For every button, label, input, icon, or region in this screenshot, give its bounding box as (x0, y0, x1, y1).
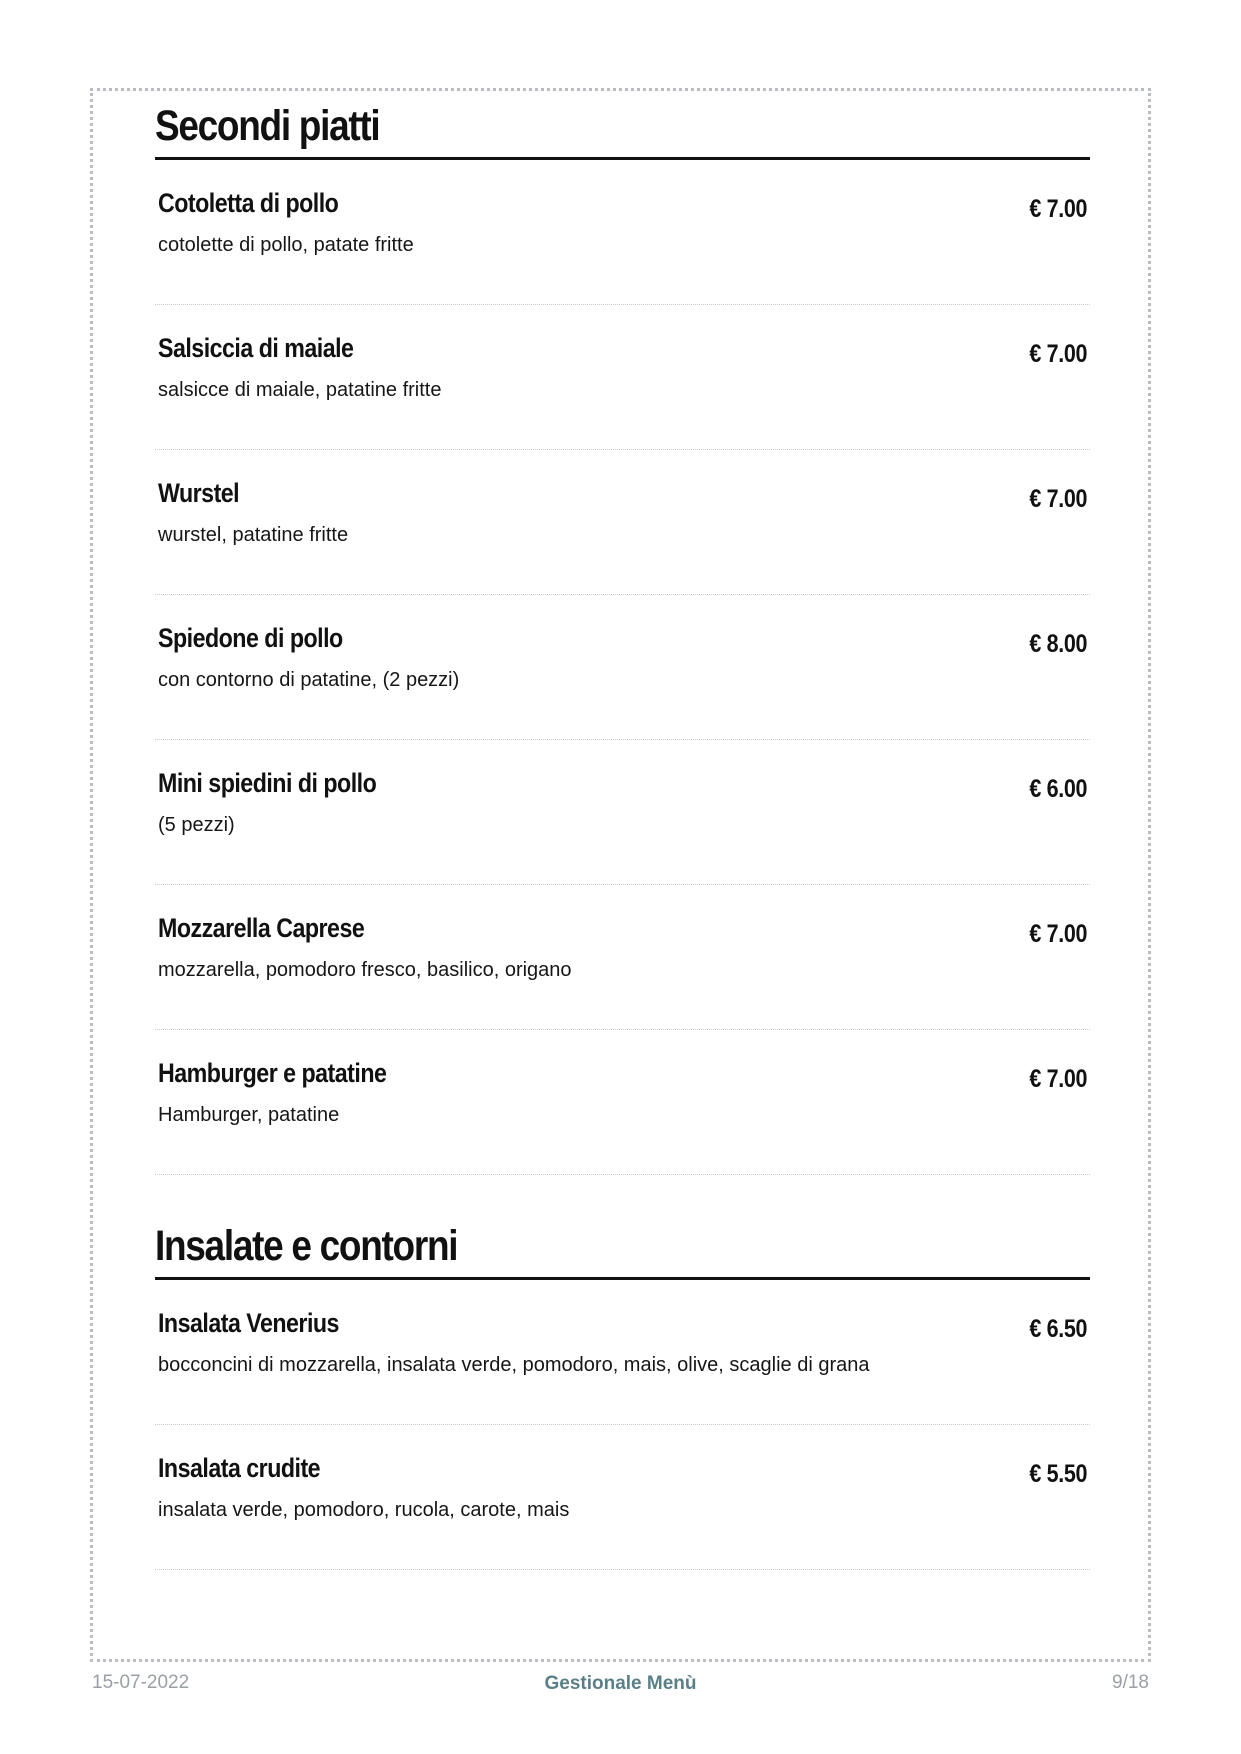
item-price: € 8.00 (1029, 630, 1087, 658)
section-secondi-piatti (155, 95, 1090, 1175)
section-title: Insalate e contorni (155, 1222, 458, 1270)
item-description: (5 pezzi) (158, 814, 235, 836)
item-name: Spiedone di pollo (158, 623, 343, 653)
item-price: € 7.00 (1029, 195, 1087, 223)
menu-item (155, 1425, 1090, 1570)
menu-item (155, 595, 1090, 740)
menu-item (155, 160, 1090, 305)
footer-date: 15-07-2022 (92, 1672, 190, 1693)
item-name: Insalata Venerius (158, 1308, 339, 1338)
item-price: € 7.00 (1029, 1065, 1087, 1093)
item-price: € 6.50 (1029, 1315, 1087, 1343)
item-name: Salsiccia di maiale (158, 333, 354, 363)
item-price: € 7.00 (1029, 485, 1087, 513)
item-name: Insalata crudite (158, 1453, 321, 1483)
item-name: Cotoletta di pollo (158, 188, 339, 218)
item-description: Hamburger, patatine (158, 1104, 340, 1126)
footer-title: Gestionale Menù (544, 1673, 697, 1694)
item-description: wurstel, patatine fritte (158, 524, 349, 546)
item-description: cotolette di pollo, patate fritte (158, 234, 414, 256)
menu-item (155, 450, 1090, 595)
item-description: insalata verde, pomodoro, rucola, carote, mais (158, 1499, 570, 1521)
item-description: mozzarella, pomodoro fresco, basilico, origano (158, 959, 572, 981)
menu-content (155, 95, 1090, 1570)
item-price: € 6.00 (1029, 775, 1087, 803)
page-footer (90, 1672, 1151, 1702)
section-insalate-contorni (155, 1215, 1090, 1570)
menu-item (155, 1030, 1090, 1175)
item-description: con contorno di patatine, (2 pezzi) (158, 669, 460, 691)
item-name: Wurstel (158, 478, 240, 508)
item-price: € 7.00 (1029, 920, 1087, 948)
item-name: Hamburger e patatine (158, 1058, 387, 1088)
item-name: Mini spiedini di pollo (158, 768, 377, 798)
menu-item (155, 305, 1090, 450)
item-description: bocconcini di mozzarella, insalata verde, pomodoro, mais, olive, scaglie di grana (158, 1354, 870, 1376)
menu-item (155, 740, 1090, 885)
item-price: € 7.00 (1029, 340, 1087, 368)
page-number: 9/18 (1112, 1672, 1149, 1693)
item-name: Mozzarella Caprese (158, 913, 365, 943)
menu-item (155, 885, 1090, 1030)
item-price: € 5.50 (1029, 1460, 1087, 1488)
menu-item (155, 1280, 1090, 1425)
item-description: salsicce di maiale, patatine fritte (158, 379, 442, 401)
section-title: Secondi piatti (155, 102, 380, 150)
